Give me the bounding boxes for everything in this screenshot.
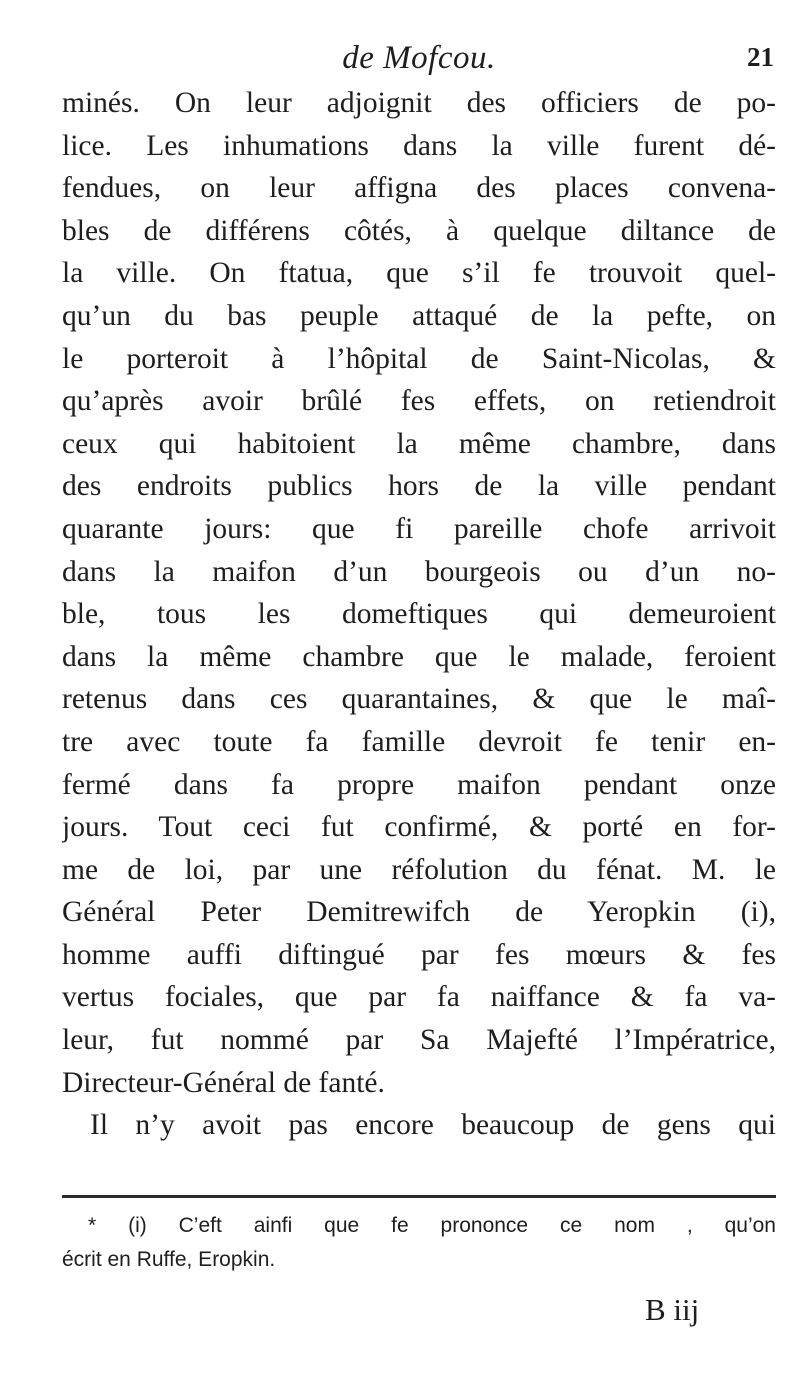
text-line: Général Peter Demitrewifch de Yeropkin (i), [62,896,776,929]
text-line: dans la même chambre que le malade, feroient [62,640,776,673]
text-line: la ville. On ftatua, que s’il fe trouvoit quel- [62,257,776,290]
body-text [62,82,776,1147]
footnote [62,1209,776,1277]
text-line: quarante jours: que fi pareille chofe arrivoit [62,512,776,545]
text-line: homme auffi diftingué par fes mœurs & fes [62,938,776,971]
signature-mark: B iij [645,1292,700,1327]
text-line: fermé dans fa propre maifon pendant onze [62,768,776,801]
text-line: dans la maifon d’un bourgeois ou d’un no- [62,555,776,588]
text-line: qu’après avoir brûlé fes effets, on retiendroit [62,385,776,418]
text-line: leur, fut nommé par Sa Majefté l’Impératrice, [62,1024,776,1057]
text-line: tre avec toute fa famille devroit fe tenir en- [62,725,776,758]
text-line: me de loi, par une réfolution du fénat. M. le [62,853,776,886]
text-line: fendues, on leur affigna des places convena- [62,172,776,205]
text-line: Il n’y avoit pas encore beaucoup de gens qui [90,1109,776,1142]
text-line: des endroits publics hors de la ville pendant [62,470,776,503]
footnote-line: écrit en Ruffe, Eropkin. [62,1248,276,1271]
text-line: le porteroit à l’hôpital de Saint-Nicolas, & [62,342,776,375]
text-line: minés. On leur adjoignit des officiers de po- [62,87,776,119]
running-head [64,40,774,80]
footnote-line: * (i) C’eft ainfi que fe prononce ce nom , qu’on [88,1214,776,1237]
footnote-rule [62,1195,776,1198]
text-line: jours. Tout ceci fut confirmé, & porté en for- [62,811,776,844]
text-line: lice. Les inhumations dans la ville furent dé- [62,129,776,162]
text-line: qu’un du bas peuple attaqué de la pefte, on [62,299,776,332]
text-line: ble, tous les domeftiques qui demeuroient [62,598,776,631]
text-line: vertus fociales, que par fa naiffance & fa va- [62,981,776,1014]
page-number: 21 [747,42,774,72]
running-title: de Mofcou. [342,40,496,76]
text-line: Directeur-Général de fanté. [62,1066,385,1099]
text-line: ceux qui habitoient la même chambre, dans [62,427,776,460]
text-line: bles de différens côtés, à quelque diltance de [62,214,776,247]
text-line: retenus dans ces quarantaines, & que le maî- [62,683,776,716]
